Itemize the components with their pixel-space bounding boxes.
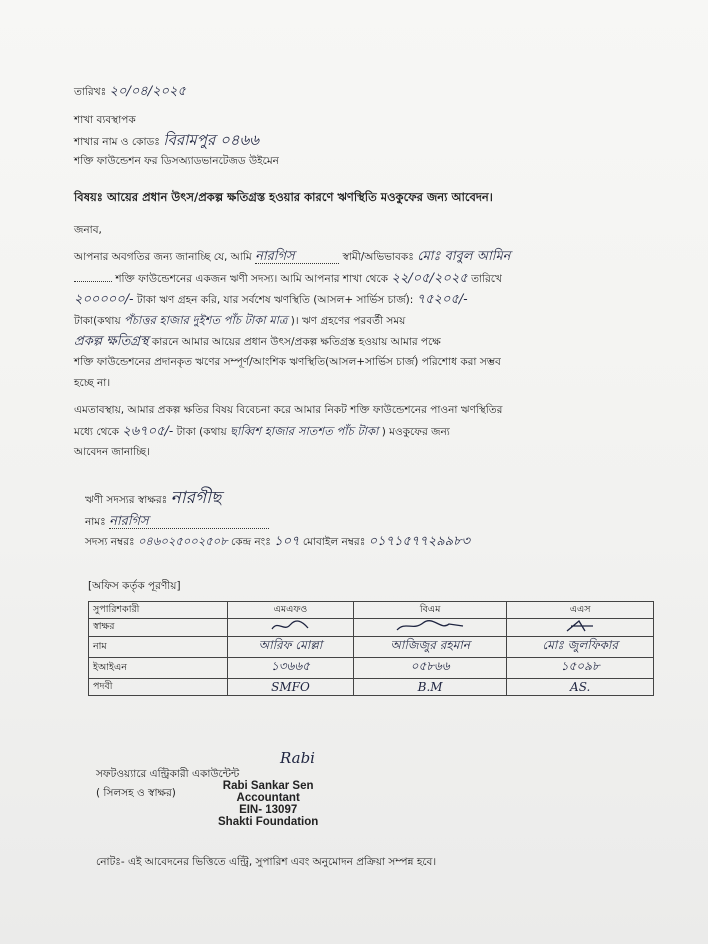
mfo-signature: [228, 619, 354, 637]
waive-amount-handwritten: ২৬৭০৫/-: [122, 424, 174, 439]
bm-ein: ০৫৮৬৬: [353, 658, 506, 679]
body1-text-l4a: টাকা(কথায়: [74, 315, 121, 327]
office-name-row: [89, 637, 654, 658]
seal-signature-note: ( সিলসহ ও স্বাক্ষর): [96, 787, 176, 799]
body1-text-l2: শক্তি ফাউন্ডেশনের একজন ঋণী সদস্য। আমি আপনার শাখা থেকে: [115, 273, 389, 285]
branch-name-value: বিরামপুর ০৪৬৬: [163, 131, 259, 149]
balance-words-handwritten: পঁচাত্তর হাজার দুইশত পাঁচ টাকা মাত্র: [123, 313, 288, 327]
accountant-stamp: [218, 780, 318, 828]
bm-signature: [353, 619, 506, 637]
software-accountant-label: সফটওয়্যারে এন্ট্রিকারী একাউন্টেন্ট: [96, 768, 240, 780]
accountant-initials: Rabi: [280, 749, 315, 767]
mobile-label: মোবাইল নম্বরঃ: [302, 536, 366, 548]
body1-text-l2b: তারিখে: [471, 273, 502, 285]
header-mfo: এমএফও: [228, 602, 354, 619]
body1-line4: [74, 314, 405, 328]
body2-line3: আবেদন জানাচ্ছি।: [74, 446, 150, 458]
body1-line1: [74, 250, 510, 264]
header-bm: বিএম: [353, 602, 506, 619]
row-label-ein: ইআইএন: [89, 658, 228, 679]
body2-line1: এমতাবস্থায়, আমার প্রকল্প ক্ষতির বিষয় বিবেচনা করে আমার নিকট শক্তি ফাউন্ডেশনের পাওনা ঋণস্থিতির: [74, 404, 503, 416]
center-handwritten: ১০৭: [274, 534, 300, 549]
bm-name: আজিজুর রহমান: [353, 637, 506, 658]
mfo-designation: SMFO: [228, 679, 354, 696]
stamp-ein: EIN- 13097: [239, 804, 298, 816]
branch-manager: শাখা ব্যবস্থাপক: [74, 114, 136, 126]
cause-handwritten: প্রকল্প ক্ষতিগ্রস্থ: [74, 334, 149, 349]
body1-text-l4b: )। ঋণ গ্রহণের পরবর্তী সময়: [290, 315, 406, 327]
body1-text-l5: কারনে আমার আয়ের প্রধান উৎস/প্রকল্প ক্ষতিগ্রস্ত হওয়ায় আমার পক্ষে: [151, 336, 441, 348]
mfo-name: আরিফ মোল্লা: [228, 637, 354, 658]
stamp-title: Accountant: [236, 792, 300, 804]
body1-line3: [74, 293, 468, 307]
footer-note: নোটঃ- এই আবেদনের ভিত্তিতে এন্ট্রি, সুপারিশ এবং অনুমোদন প্রক্রিয়া সম্পন্ন হবে।: [96, 856, 437, 868]
header-recommender: সুপারিশকারী: [89, 602, 228, 619]
as-name: মোঃ জুলফিকার: [507, 637, 654, 658]
header-as: এএস: [507, 602, 654, 619]
salutation: জনাব,: [74, 224, 102, 236]
row-label-designation: পদবী: [89, 679, 228, 696]
guardian-handwritten: মোঃ বাবুল আমিন: [417, 249, 511, 264]
bm-signature-scribble: [395, 619, 465, 633]
member-name-handwritten: নারগিস: [255, 250, 339, 264]
name-label: নামঃ: [85, 516, 106, 528]
bm-designation: B.M: [353, 679, 506, 696]
member-number-row: [85, 535, 470, 549]
body2-line2: [74, 425, 450, 439]
office-header-row: [89, 602, 654, 619]
member-signature-row: [85, 488, 222, 508]
guardian-label: স্বামী/অভিভাবকঃ: [342, 251, 414, 263]
date-row: [74, 85, 186, 99]
stamp-org: Shakti Foundation: [218, 816, 319, 828]
mfo-signature-scribble: [270, 619, 310, 633]
member-number-label: সদস্য নম্বরঃ: [85, 536, 135, 548]
mfo-ein: ১৩৬৬৫: [228, 658, 354, 679]
body2-text-c: ) মওকুফের জন্য: [381, 426, 450, 438]
center-label: কেন্দ্র নংঃ: [230, 536, 271, 548]
office-table: [88, 601, 654, 696]
member-signature-label: ঋণী সদস্যর স্বাক্ষরঃ: [85, 494, 168, 506]
row-label-signature: স্বাক্ষর: [89, 619, 228, 637]
as-designation: AS.: [507, 679, 654, 696]
mobile-handwritten: ০১৭১৫৭৭২৯৯৮৩: [368, 534, 470, 549]
as-ein: ১৫০৯৮: [507, 658, 654, 679]
loan-date-handwritten: ২২/০৫/২০২৫: [391, 271, 468, 286]
subject-line: বিষয়ঃ আয়ের প্রধান উৎস/প্রকল্প ক্ষতিগ্রস্ত হওয়ার কারণে ঋণস্থিতি মওকুফের জন্য আবেদন।: [74, 190, 493, 204]
member-signature-handwritten: নারগীছ: [170, 488, 222, 508]
branch-name-label: শাখার নাম ও কোডঃ: [74, 136, 160, 148]
row-label-name: নাম: [89, 637, 228, 658]
body1-text-l3: টাকা ঋণ গ্রহন করি, যার সর্বশেষ ঋণস্থিতি (আসল+ সার্ভিস চার্জ):: [136, 294, 414, 306]
member-number-handwritten: ০৪৬০২৫০০২৫০৮: [137, 534, 228, 548]
waive-words-handwritten: ছাব্বিশ হাজার সাতশত পাঁচ টাকা: [229, 424, 379, 438]
body1-text-a: আপনার অবগতির জন্য জানাচ্ছি যে, আমি: [74, 251, 252, 263]
loan-amount-handwritten: ২০০০০০/-: [74, 292, 134, 307]
office-designation-row: [89, 679, 654, 696]
date-label: তারিখঃ: [74, 86, 107, 98]
body2-text-a: মধ্যে থেকে: [74, 426, 119, 438]
office-heading: [অফিস কর্তৃক পূরণীয়]: [88, 580, 181, 592]
dotted-filler: [74, 281, 112, 282]
balance-handwritten: ৭৫২০৫/-: [416, 292, 468, 307]
body1-line7: হচ্ছে না।: [74, 377, 111, 389]
body1-line5: [74, 335, 441, 349]
branch-name-row: [74, 131, 259, 149]
stamp-name: Rabi Sankar Sen: [222, 780, 314, 792]
date-value: ২০/০৪/২০২৫: [109, 84, 186, 99]
org-line: শক্তি ফাউন্ডেশন ফর ডিসঅ্যাডভানটেজড উইমেন: [74, 155, 279, 167]
as-signature: [507, 619, 654, 637]
name-handwritten: নারগিস: [109, 515, 269, 529]
name-row: [85, 515, 269, 529]
body1-line2: [74, 272, 502, 286]
as-signature-scribble: [563, 619, 597, 633]
body2-text-b: টাকা (কথায়: [176, 426, 227, 438]
office-ein-row: [89, 658, 654, 679]
office-signature-row: [89, 619, 654, 637]
body1-line6: শক্তি ফাউন্ডেশনের প্রদানকৃত ঋণের সম্পূর্ণ/আংশিক ঋণস্থিতি(আসল+সার্ভিস চার্জ) পরিশোধ করা সম্ভব: [74, 356, 501, 368]
